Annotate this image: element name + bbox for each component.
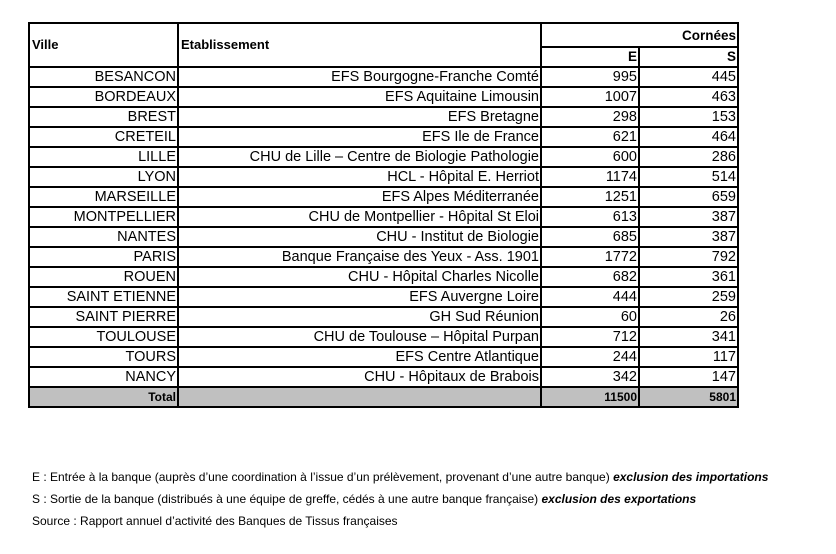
sortie-cell: 361 xyxy=(639,267,738,287)
entree-cell: 712 xyxy=(541,327,639,347)
entree-cell: 444 xyxy=(541,287,639,307)
sortie-cell: 26 xyxy=(639,307,738,327)
table-row xyxy=(29,267,738,287)
etablissement-cell: CHU de Lille – Centre de Biologie Pathologie xyxy=(178,147,541,167)
header-etablissement: Etablissement xyxy=(178,23,541,67)
sortie-cell: 286 xyxy=(639,147,738,167)
total-empty-cell xyxy=(178,387,541,407)
total-entree: 11500 xyxy=(541,387,639,407)
sortie-cell: 445 xyxy=(639,67,738,87)
entree-cell: 1174 xyxy=(541,167,639,187)
etablissement-cell: CHU - Institut de Biologie xyxy=(178,227,541,247)
etablissement-cell: CHU - Hôpital Charles Nicolle xyxy=(178,267,541,287)
ville-cell: BORDEAUX xyxy=(29,87,178,107)
table-row xyxy=(29,67,738,87)
entree-cell: 621 xyxy=(541,127,639,147)
ville-cell: LILLE xyxy=(29,147,178,167)
table-row xyxy=(29,307,738,327)
etablissement-cell: EFS Auvergne Loire xyxy=(178,287,541,307)
entree-cell: 600 xyxy=(541,147,639,167)
ville-cell: SAINT ETIENNE xyxy=(29,287,178,307)
etablissement-cell: HCL - Hôpital E. Herriot xyxy=(178,167,541,187)
cornea-bank-table xyxy=(28,22,739,408)
table-row xyxy=(29,87,738,107)
total-row xyxy=(29,387,738,407)
sortie-cell: 387 xyxy=(639,207,738,227)
entree-cell: 613 xyxy=(541,207,639,227)
table-row xyxy=(29,287,738,307)
table-row xyxy=(29,247,738,267)
note-e-emphasis: exclusion des importations xyxy=(613,470,769,484)
table-row xyxy=(29,327,738,347)
etablissement-cell: CHU de Toulouse – Hôpital Purpan xyxy=(178,327,541,347)
sortie-cell: 259 xyxy=(639,287,738,307)
note-s-text: S : Sortie de la banque (distribués à une équipe de greffe, cédés à une autre banque française) xyxy=(32,492,542,506)
table-row xyxy=(29,367,738,387)
ville-cell: BREST xyxy=(29,107,178,127)
sortie-cell: 514 xyxy=(639,167,738,187)
sortie-cell: 659 xyxy=(639,187,738,207)
ville-cell: NANTES xyxy=(29,227,178,247)
note-s xyxy=(32,488,768,510)
ville-cell: MONTPELLIER xyxy=(29,207,178,227)
sortie-cell: 792 xyxy=(639,247,738,267)
entree-cell: 1772 xyxy=(541,247,639,267)
sortie-cell: 464 xyxy=(639,127,738,147)
total-sortie: 5801 xyxy=(639,387,738,407)
sortie-cell: 463 xyxy=(639,87,738,107)
table-row xyxy=(29,227,738,247)
sortie-cell: 117 xyxy=(639,347,738,367)
ville-cell: SAINT PIERRE xyxy=(29,307,178,327)
etablissement-cell: EFS Centre Atlantique xyxy=(178,347,541,367)
note-e xyxy=(32,466,768,488)
ville-cell: BESANCON xyxy=(29,67,178,87)
header-row xyxy=(29,23,738,47)
ville-cell: TOURS xyxy=(29,347,178,367)
note-source: Source : Rapport annuel d’activité des Banques de Tissus françaises xyxy=(32,514,398,528)
etablissement-cell: EFS Aquitaine Limousin xyxy=(178,87,541,107)
table-row xyxy=(29,107,738,127)
sortie-cell: 147 xyxy=(639,367,738,387)
header-e: E xyxy=(541,47,639,67)
ville-cell: NANCY xyxy=(29,367,178,387)
entree-cell: 298 xyxy=(541,107,639,127)
ville-cell: TOULOUSE xyxy=(29,327,178,347)
etablissement-cell: GH Sud Réunion xyxy=(178,307,541,327)
etablissement-cell: CHU de Montpellier - Hôpital St Eloi xyxy=(178,207,541,227)
etablissement-cell: EFS Alpes Méditerranée xyxy=(178,187,541,207)
entree-cell: 1007 xyxy=(541,87,639,107)
entree-cell: 1251 xyxy=(541,187,639,207)
ville-cell: PARIS xyxy=(29,247,178,267)
table-row xyxy=(29,187,738,207)
entree-cell: 60 xyxy=(541,307,639,327)
ville-cell: ROUEN xyxy=(29,267,178,287)
etablissement-cell: CHU - Hôpitaux de Brabois xyxy=(178,367,541,387)
table-row xyxy=(29,147,738,167)
etablissement-cell: EFS Bretagne xyxy=(178,107,541,127)
entree-cell: 342 xyxy=(541,367,639,387)
etablissement-cell: Banque Française des Yeux - Ass. 1901 xyxy=(178,247,541,267)
ville-cell: CRETEIL xyxy=(29,127,178,147)
ville-cell: LYON xyxy=(29,167,178,187)
total-label: Total xyxy=(29,387,178,407)
note-s-emphasis: exclusion des exportations xyxy=(541,492,697,506)
ville-cell: MARSEILLE xyxy=(29,187,178,207)
table-row xyxy=(29,167,738,187)
etablissement-cell: EFS Ile de France xyxy=(178,127,541,147)
header-s: S xyxy=(639,47,738,67)
entree-cell: 682 xyxy=(541,267,639,287)
sortie-cell: 153 xyxy=(639,107,738,127)
header-ville: Ville xyxy=(29,23,178,67)
note-e-text: E : Entrée à la banque (auprès d’une coordination à l’issue d’un prélèvement, provenant d’une autre banque) xyxy=(32,470,614,484)
etablissement-cell: EFS Bourgogne-Franche Comté xyxy=(178,67,541,87)
entree-cell: 244 xyxy=(541,347,639,367)
entree-cell: 995 xyxy=(541,67,639,87)
sortie-cell: 387 xyxy=(639,227,738,247)
sortie-cell: 341 xyxy=(639,327,738,347)
table-row xyxy=(29,347,738,367)
table-row xyxy=(29,127,738,147)
entree-cell: 685 xyxy=(541,227,639,247)
header-cornees: Cornées xyxy=(541,23,738,47)
footnotes xyxy=(32,466,768,532)
table-row xyxy=(29,207,738,227)
